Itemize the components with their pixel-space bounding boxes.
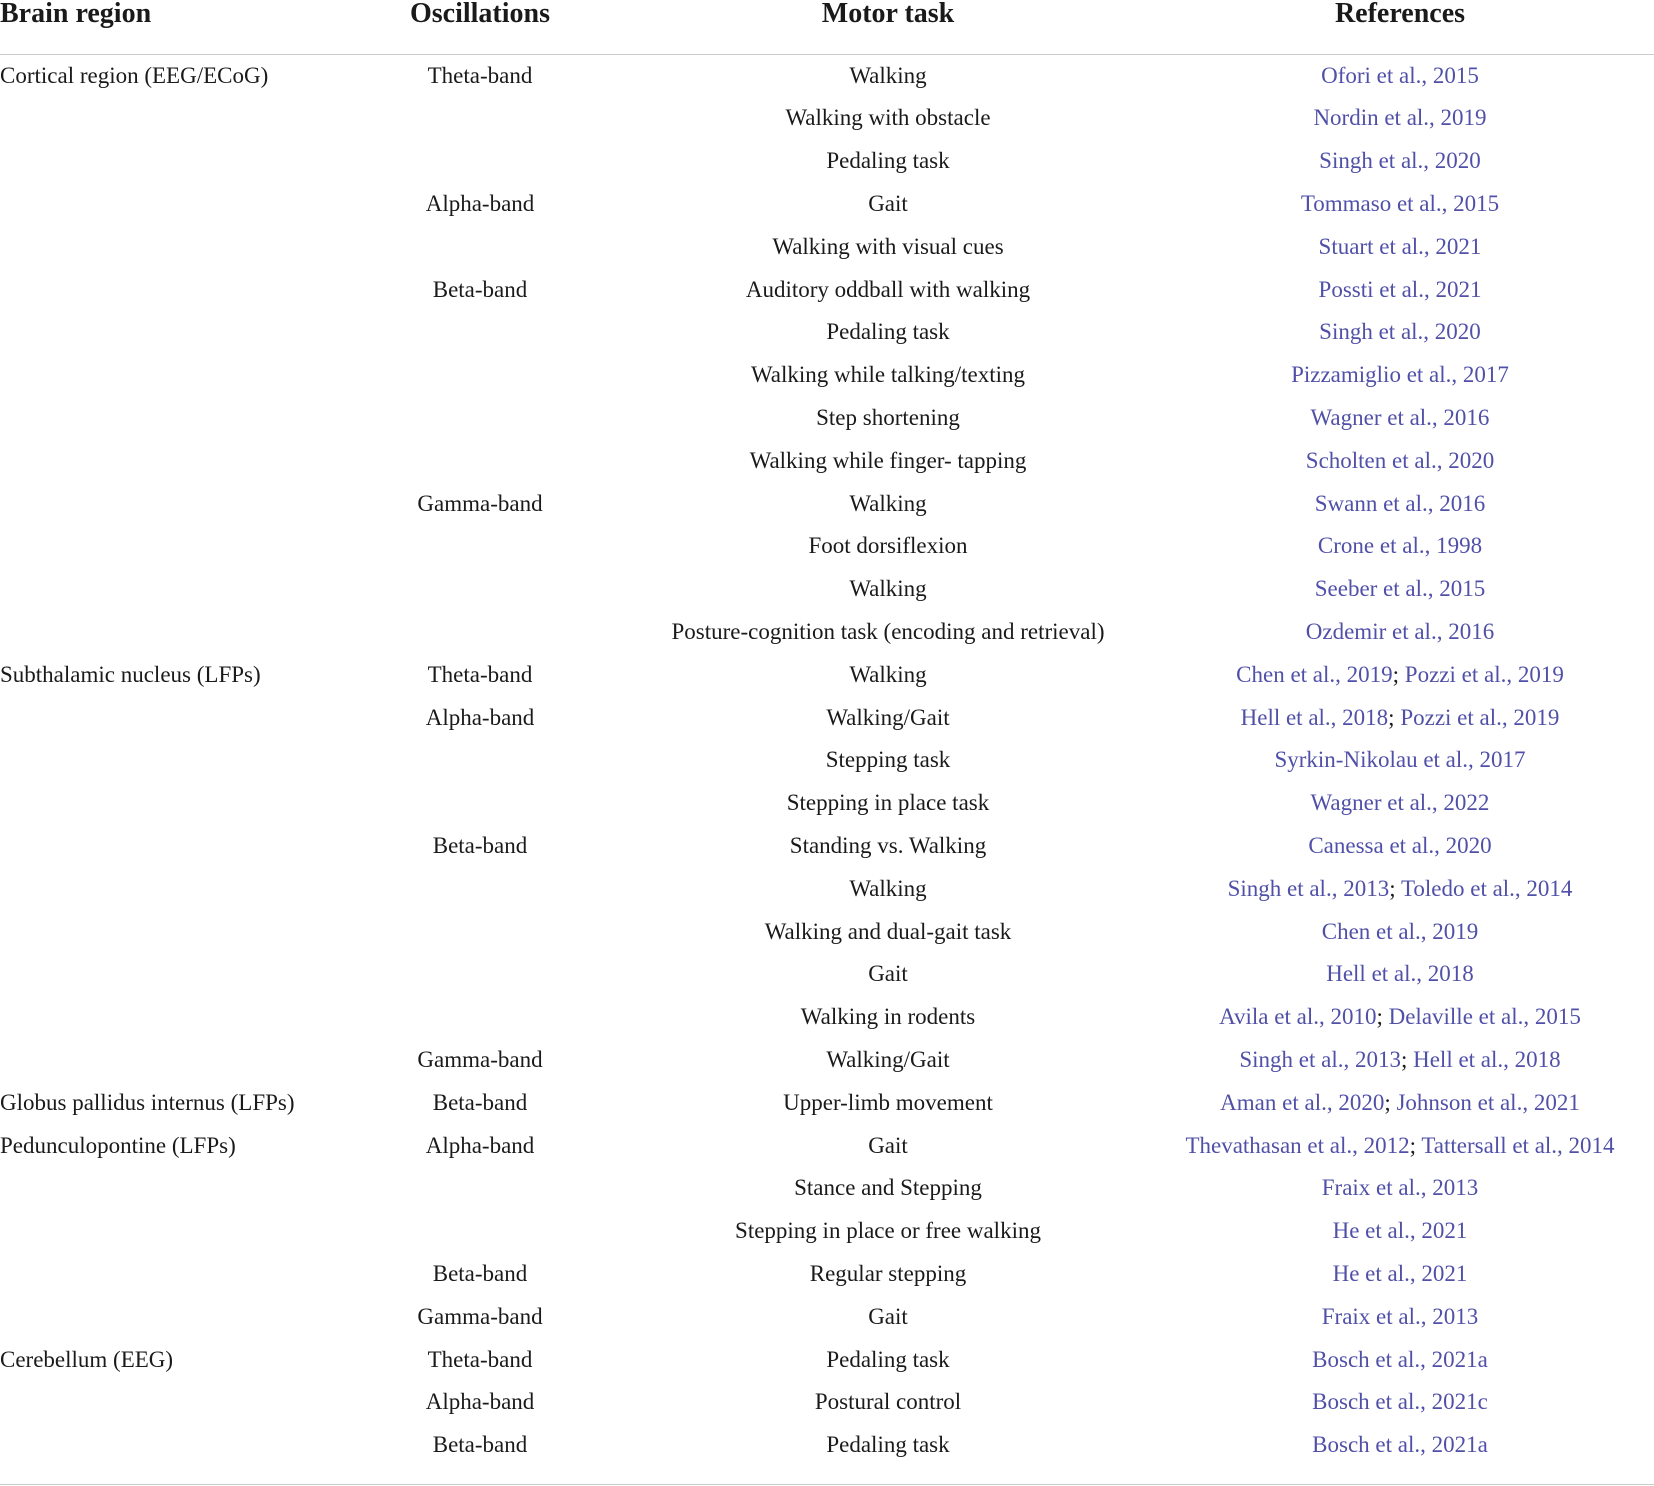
brain-region-cell <box>0 268 330 311</box>
oscillation-cell <box>330 1210 630 1253</box>
references-cell <box>1146 1381 1654 1424</box>
table-row <box>0 825 1654 868</box>
motor-task-cell: Posture-cognition task (encoding and retrieval) <box>671 618 1105 644</box>
oscillation-cell <box>330 1167 630 1210</box>
references-cell <box>1146 1253 1654 1296</box>
brain-region-cell: Globus pallidus internus (LFPs) <box>0 1089 295 1115</box>
motor-task-cell: Gait <box>868 190 908 216</box>
reference-link[interactable]: Singh et al., 2020 <box>1319 148 1481 174</box>
motor-task-cell: Stance and Stepping <box>794 1175 982 1201</box>
oscillation-cell <box>330 439 630 482</box>
oscillation-cell <box>330 568 630 611</box>
reference-link[interactable]: Tattersall et al., 2014 <box>1421 1132 1615 1158</box>
reference-separator: ; <box>1384 1089 1391 1115</box>
reference-link[interactable]: Toledo et al., 2014 <box>1400 875 1573 901</box>
brain-region-cell <box>0 996 330 1039</box>
reference-link[interactable]: Possti et al., 2021 <box>1318 276 1482 302</box>
table-row <box>0 568 1654 611</box>
brain-region-cell <box>0 311 330 354</box>
references-cell <box>1146 55 1654 98</box>
brain-region-cell <box>0 225 330 268</box>
references-cell <box>1146 183 1654 226</box>
brain-region-cell <box>0 739 330 782</box>
table-row <box>0 782 1654 825</box>
reference-link[interactable]: Wagner et al., 2022 <box>1310 790 1490 816</box>
oscillation-cell <box>330 397 630 440</box>
motor-task-cell: Walking in rodents <box>800 1004 976 1030</box>
table-row <box>0 439 1654 482</box>
header-row <box>0 0 1654 55</box>
table-row <box>0 1210 1654 1253</box>
reference-link[interactable]: Hell et al., 2018 <box>1326 961 1474 987</box>
motor-task-cell: Stepping in place task <box>786 790 990 816</box>
brain-region-cell: Cortical region (EEG/ECoG) <box>0 63 269 88</box>
header-references: References <box>1146 0 1654 55</box>
brain-region-cell <box>0 910 330 953</box>
motor-task-cell: Pedaling task <box>826 148 950 174</box>
reference-link[interactable]: Ofori et al., 2015 <box>1321 63 1479 88</box>
reference-link[interactable]: Hell et al., 2018 <box>1240 704 1389 730</box>
motor-task-cell: Walking <box>849 576 927 602</box>
table-row <box>0 1424 1654 1467</box>
brain-region-cell: Subthalamic nucleus (LFPs) <box>0 661 261 687</box>
motor-task-cell: Postural control <box>814 1389 962 1415</box>
motor-task-cell: Stepping in place or free walking <box>735 1218 1041 1244</box>
references-cell <box>1146 525 1654 568</box>
brain-region-cell: Pedunculopontine (LFPs) <box>0 1132 236 1158</box>
references-cell <box>1146 1210 1654 1253</box>
motor-task-cell: Step shortening <box>816 404 960 430</box>
table-row <box>0 696 1654 739</box>
motor-task-cell: Stepping task <box>825 747 951 773</box>
table-row <box>0 482 1654 525</box>
oscillation-cell <box>330 739 630 782</box>
reference-link[interactable]: Thevathasan et al., 2012 <box>1185 1132 1410 1158</box>
brain-region-cell <box>0 140 330 183</box>
reference-link[interactable]: Seeber et al., 2015 <box>1314 576 1486 602</box>
references-cell <box>1146 867 1654 910</box>
brain-region-cell <box>0 611 330 654</box>
table-row <box>0 140 1654 183</box>
references-cell <box>1146 354 1654 397</box>
references-cell <box>1146 397 1654 440</box>
brain-region-cell <box>0 825 330 868</box>
motor-task-cell: Walking/Gait <box>826 704 950 730</box>
references-cell <box>1146 568 1654 611</box>
brain-region-cell <box>0 782 330 825</box>
table-row <box>0 97 1654 140</box>
oscillation-cell <box>330 311 630 354</box>
references-cell <box>1146 739 1654 782</box>
table-row <box>0 1081 1654 1124</box>
brain-region-cell <box>0 867 330 910</box>
reference-separator: ; <box>1389 875 1396 901</box>
reference-link[interactable]: Nordin et al., 2019 <box>1313 105 1487 131</box>
references-cell <box>1146 1167 1654 1210</box>
motor-task-cell: Walking and dual-gait task <box>764 918 1012 944</box>
references-cell <box>1146 653 1654 696</box>
reference-link[interactable]: Chen et al., 2019 <box>1236 661 1393 687</box>
reference-link[interactable]: Singh et al., 2013 <box>1227 875 1390 901</box>
reference-link[interactable]: Pozzi et al., 2019 <box>1400 704 1560 730</box>
reference-link[interactable]: He et al., 2021 <box>1332 1218 1468 1244</box>
reference-link[interactable]: Tommaso et al., 2015 <box>1300 190 1500 216</box>
oscillation-cell: Beta-band <box>432 1260 528 1286</box>
oscillation-cell: Gamma-band <box>417 490 543 516</box>
header-brain-region: Brain region <box>0 0 330 55</box>
table-row <box>0 910 1654 953</box>
table-row <box>0 354 1654 397</box>
references-cell <box>1146 782 1654 825</box>
motor-task-cell: Walking <box>849 875 927 901</box>
reference-link[interactable]: He et al., 2021 <box>1332 1260 1468 1286</box>
table-row <box>0 1338 1654 1381</box>
references-cell <box>1146 1124 1654 1167</box>
brain-region-cell <box>0 354 330 397</box>
table-row <box>0 397 1654 440</box>
table-row <box>0 1253 1654 1296</box>
reference-link[interactable]: Bosch et al., 2021a <box>1312 1432 1488 1458</box>
header-oscillations: Oscillations <box>330 0 630 55</box>
reference-link[interactable]: Singh et al., 2020 <box>1319 319 1481 345</box>
reference-link[interactable]: Fraix et al., 2013 <box>1321 1175 1479 1201</box>
oscillation-cell: Beta-band <box>432 1432 528 1458</box>
reference-link[interactable]: Stuart et al., 2021 <box>1318 233 1482 259</box>
table-row <box>0 739 1654 782</box>
oscillation-cell <box>330 910 630 953</box>
references-cell <box>1146 1424 1654 1467</box>
brain-region-cell <box>0 953 330 996</box>
reference-link[interactable]: Syrkin-Nikolau et al., 2017 <box>1274 747 1526 773</box>
references-cell <box>1146 439 1654 482</box>
table-row <box>0 611 1654 654</box>
header-motor-task: Motor task <box>630 0 1146 55</box>
motor-task-cell: Standing vs. Walking <box>789 832 987 858</box>
motor-task-cell: Gait <box>868 961 908 987</box>
oscillation-cell: Theta-band <box>427 661 533 687</box>
oscillation-cell <box>330 225 630 268</box>
motor-task-cell: Walking with visual cues <box>772 233 1004 259</box>
motor-task-cell: Walking <box>849 661 927 687</box>
oscillation-cell: Beta-band <box>432 1089 528 1115</box>
motor-task-cell: Pedaling task <box>826 1432 950 1458</box>
bottom-rule <box>0 1484 1654 1485</box>
table-row <box>0 996 1654 1039</box>
reference-link[interactable]: Bosch et al., 2021a <box>1312 1346 1488 1372</box>
oscillation-cell: Gamma-band <box>417 1303 543 1329</box>
references-cell <box>1146 910 1654 953</box>
brain-region-cell <box>0 696 330 739</box>
motor-task-cell: Gait <box>868 1132 908 1158</box>
table-row <box>0 1124 1654 1167</box>
reference-link[interactable]: Bosch et al., 2021c <box>1312 1389 1488 1415</box>
oscillation-cell <box>330 953 630 996</box>
motor-task-cell: Walking/Gait <box>826 1046 950 1072</box>
reference-link[interactable]: Canessa et al., 2020 <box>1308 832 1492 858</box>
oscillation-cell <box>330 867 630 910</box>
references-cell <box>1146 1338 1654 1381</box>
brain-region-cell <box>0 1253 330 1296</box>
oscillation-cell: Alpha-band <box>425 704 535 730</box>
brain-region-cell <box>0 397 330 440</box>
oscillation-cell: Beta-band <box>432 832 528 858</box>
brain-region-cell <box>0 1210 330 1253</box>
reference-link[interactable]: Pizzamiglio et al., 2017 <box>1291 362 1509 388</box>
reference-link[interactable]: Scholten et al., 2020 <box>1305 447 1495 473</box>
reference-link[interactable]: Hell et al., 2018 <box>1413 1046 1561 1072</box>
references-cell <box>1146 996 1654 1039</box>
reference-separator: ; <box>1409 1132 1417 1158</box>
reference-separator: ; <box>1376 1004 1383 1030</box>
references-cell <box>1146 1295 1654 1338</box>
brain-region-cell <box>0 439 330 482</box>
reference-separator: ; <box>1388 704 1395 730</box>
table-row <box>0 867 1654 910</box>
reference-link[interactable]: Delaville et al., 2015 <box>1388 1004 1581 1030</box>
motor-task-cell: Auditory oddball with walking <box>745 276 1031 302</box>
brain-region-cell <box>0 183 330 226</box>
reference-link[interactable]: Singh et al., 2013 <box>1239 1046 1401 1072</box>
oscillation-cell: Beta-band <box>432 276 528 302</box>
motor-task-cell: Gait <box>868 1303 908 1329</box>
table-row <box>0 953 1654 996</box>
references-cell <box>1146 825 1654 868</box>
table-row <box>0 1295 1654 1338</box>
oscillation-cell <box>330 996 630 1039</box>
oscillation-cell: Gamma-band <box>417 1046 543 1072</box>
reference-link[interactable]: Johnson et al., 2021 <box>1396 1089 1580 1115</box>
oscillation-cell: Alpha-band <box>425 1132 535 1158</box>
brain-region-cell <box>0 1424 330 1467</box>
reference-link[interactable]: Aman et al., 2020 <box>1220 1089 1385 1115</box>
table-row <box>0 55 1654 98</box>
oscillation-cell <box>330 782 630 825</box>
brain-region-cell <box>0 1167 330 1210</box>
references-cell <box>1146 140 1654 183</box>
motor-task-cell: Walking <box>849 63 927 88</box>
brain-region-cell <box>0 1381 330 1424</box>
reference-link[interactable]: Ozdemir et al., 2016 <box>1305 618 1495 644</box>
motor-task-cell: Upper-limb movement <box>783 1089 993 1115</box>
table-row <box>0 525 1654 568</box>
oscillation-cell <box>330 97 630 140</box>
table-row <box>0 653 1654 696</box>
motor-task-cell: Pedaling task <box>826 319 950 345</box>
references-cell <box>1146 1039 1654 1082</box>
reference-link[interactable]: Wagner et al., 2016 <box>1310 404 1490 430</box>
table-row <box>0 311 1654 354</box>
references-cell <box>1146 1081 1654 1124</box>
reference-link[interactable]: Pozzi et al., 2019 <box>1404 661 1564 687</box>
reference-link[interactable]: Chen et al., 2019 <box>1321 918 1479 944</box>
brain-region-cell <box>0 525 330 568</box>
brain-region-cell <box>0 568 330 611</box>
references-cell <box>1146 696 1654 739</box>
references-cell <box>1146 311 1654 354</box>
references-cell <box>1146 97 1654 140</box>
reference-link[interactable]: Avila et al., 2010 <box>1219 1004 1377 1030</box>
motor-task-cell: Pedaling task <box>826 1346 950 1372</box>
motor-task-cell: Walking <box>849 490 927 516</box>
table-row <box>0 1381 1654 1424</box>
motor-task-cell: Walking while talking/texting <box>750 362 1026 388</box>
table-row <box>0 1039 1654 1082</box>
brain-region-cell <box>0 482 330 525</box>
table-row <box>0 268 1654 311</box>
reference-link[interactable]: Fraix et al., 2013 <box>1321 1303 1479 1329</box>
motor-task-cell: Foot dorsiflexion <box>808 533 968 559</box>
references-cell <box>1146 482 1654 525</box>
references-cell <box>1146 611 1654 654</box>
table-body <box>0 55 1654 1467</box>
oscillation-cell: Theta-band <box>427 63 533 88</box>
table-row <box>0 183 1654 226</box>
reference-link[interactable]: Swann et al., 2016 <box>1314 490 1486 516</box>
references-cell <box>1146 268 1654 311</box>
oscillation-cell: Theta-band <box>427 1346 533 1372</box>
reference-separator: ; <box>1392 661 1400 687</box>
references-cell <box>1146 953 1654 996</box>
oscillation-cell <box>330 611 630 654</box>
reference-link[interactable]: Crone et al., 1998 <box>1317 533 1483 559</box>
motor-task-cell: Walking with obstacle <box>785 105 991 131</box>
oscillation-cell: Alpha-band <box>425 190 535 216</box>
table-row <box>0 225 1654 268</box>
motor-task-cell: Walking while finger- tapping <box>749 447 1027 473</box>
reference-separator: ; <box>1400 1046 1408 1072</box>
brain-region-cell <box>0 1039 330 1082</box>
brain-region-cell <box>0 1295 330 1338</box>
oscillation-cell <box>330 140 630 183</box>
table-row <box>0 1167 1654 1210</box>
oscillation-cell <box>330 525 630 568</box>
references-cell <box>1146 225 1654 268</box>
brain-region-cell: Cerebellum (EEG) <box>0 1346 174 1372</box>
oscillation-cell <box>330 354 630 397</box>
oscillation-cell: Alpha-band <box>425 1389 535 1415</box>
brain-region-cell <box>0 97 330 140</box>
motor-task-cell: Regular stepping <box>809 1260 967 1286</box>
